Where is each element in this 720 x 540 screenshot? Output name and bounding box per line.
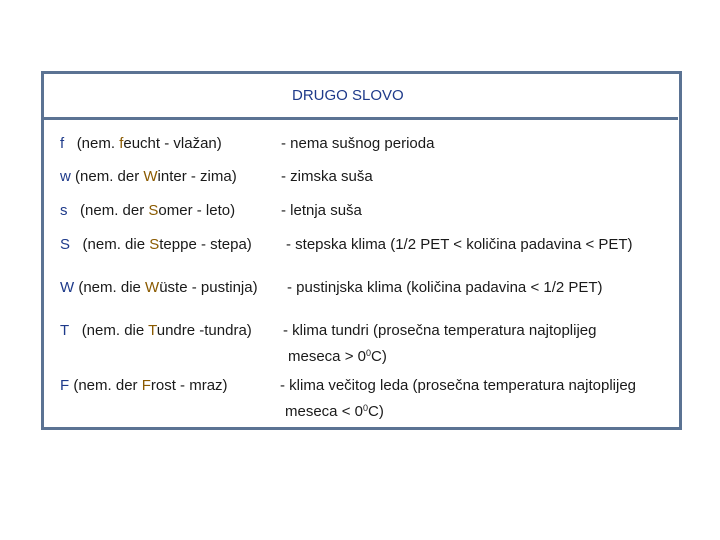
row-origin-post: rost - mraz) xyxy=(150,377,228,394)
row-w xyxy=(60,168,237,186)
row-origin-pre: (nem. die xyxy=(82,236,150,253)
row-origin-highlight: W xyxy=(143,168,158,185)
row-S-description: - stepska klima (1/2 PET < količina padavina < PET) xyxy=(286,236,633,253)
row-origin-pre: (nem. der xyxy=(75,168,144,185)
row-origin-highlight: f xyxy=(119,135,124,152)
row-origin-post: teppe - stepa) xyxy=(159,236,252,253)
row-origin-post: eucht - vlažan) xyxy=(123,135,222,152)
row-letter: s xyxy=(60,202,68,219)
row-F-desc-part: C) xyxy=(367,403,384,420)
row-letter: F xyxy=(60,377,70,394)
row-F-description-cont xyxy=(285,399,384,421)
row-origin-pre: (nem. die xyxy=(78,279,146,296)
row-T-description: - klima tundri (prosečna temperatura najtoplijeg xyxy=(283,322,597,339)
row-W-description: - pustinjska klima (količina padavina < 1/2 PET) xyxy=(287,279,603,296)
row-origin-post: inter - zima) xyxy=(157,168,237,185)
row-origin-pre: (nem. xyxy=(76,135,120,152)
row-f-description: - nema sušnog perioda xyxy=(281,135,435,152)
row-F-description: - klima večitog leda (prosečna temperatura najtoplijeg xyxy=(280,377,637,394)
row-origin-pre: (nem. der xyxy=(73,377,142,394)
row-T-desc-part: meseca > 0 xyxy=(288,348,366,365)
row-F xyxy=(60,377,228,395)
row-T-description-cont xyxy=(288,344,387,366)
row-letter: W xyxy=(60,279,75,296)
page-title: DRUGO SLOVO xyxy=(292,87,404,104)
superscript-degree: 0 xyxy=(365,348,371,358)
title-divider xyxy=(44,117,678,120)
row-origin-highlight: F xyxy=(141,377,151,394)
row-letter: T xyxy=(60,322,70,339)
row-origin-post: omer - leto) xyxy=(158,202,236,219)
row-T-desc-part: C) xyxy=(370,348,387,365)
row-s-description: - letnja suša xyxy=(281,202,362,219)
row-origin-pre: (nem. die xyxy=(81,322,149,339)
row-T xyxy=(60,322,252,340)
row-origin-highlight: S xyxy=(148,202,159,219)
row-origin-highlight: T xyxy=(148,322,157,339)
superscript-degree: 0 xyxy=(362,403,368,413)
row-W xyxy=(60,279,258,297)
row-origin-highlight: W xyxy=(145,279,160,296)
row-s xyxy=(60,202,235,220)
row-F-desc-part: meseca < 0 xyxy=(285,403,363,420)
row-w-description: - zimska suša xyxy=(281,168,373,185)
row-origin-post: üste - pustinja) xyxy=(159,279,258,296)
row-origin-pre: (nem. der xyxy=(80,202,149,219)
row-letter: S xyxy=(60,236,71,253)
row-origin-highlight: S xyxy=(149,236,160,253)
row-S xyxy=(60,236,252,254)
row-letter: f xyxy=(60,135,65,152)
row-origin-post: undre -tundra) xyxy=(156,322,252,339)
row-f xyxy=(60,135,222,153)
row-letter: w xyxy=(60,168,71,185)
